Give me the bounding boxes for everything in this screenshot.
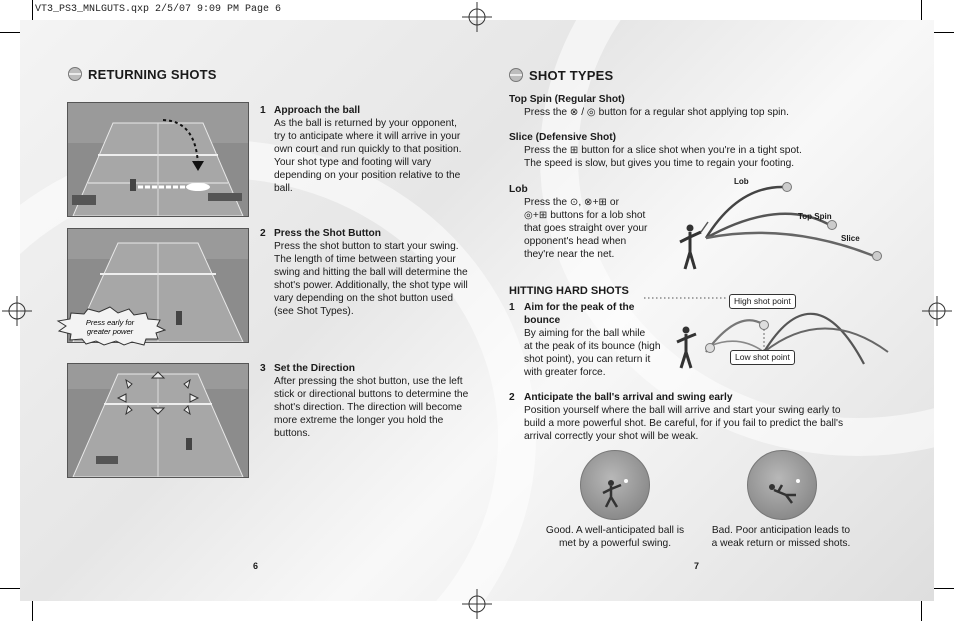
registration-mark (922, 296, 952, 326)
crop-mark (32, 0, 33, 20)
hard-step2-line-2: build a more powerful shot. Be careful, for if you fail to predict the ball's (524, 418, 844, 429)
page-number-right: 7 (694, 561, 700, 571)
screenshot-approach (67, 102, 249, 217)
hard-step2-line-1: Position yourself where the ball will arrive and start your swing early to (524, 405, 841, 416)
step-approach (260, 104, 470, 195)
crop-mark (934, 588, 954, 589)
slice-label: Slice (841, 234, 860, 243)
step-number: 1 (260, 105, 266, 116)
lob-line-1: Press the ⊙, ⊗+⊞ or (524, 197, 619, 208)
crop-mark (921, 0, 922, 20)
hitting-hard-heading: HITTING HARD SHOTS (509, 285, 629, 297)
court-scene (68, 364, 248, 477)
topspin-title: Top Spin (Regular Shot) (509, 94, 625, 105)
step-body: Press the shot button to start your swing. The length of time between starting your swing and hitting the ball will determine the shot's power. Additionally, the shot type will vary depending on the shot button used (see Shot Types). (274, 241, 468, 317)
hard-step1-line-3: shot point), you can return it (524, 354, 651, 365)
good-caption-line-2: met by a powerful swing. (558, 538, 672, 549)
heading-text: RETURNING SHOTS (88, 67, 217, 82)
step-body: As the ball is returned by your opponent, try to anticipate where it will arrive in your own court and run quickly to that position. Your shot type and footing will vary depending on your position relative to the ball. (274, 118, 462, 194)
crop-mark (934, 32, 954, 33)
low-shot-point-label: Low shot point (730, 350, 795, 365)
good-caption (530, 524, 700, 550)
high-point-ball (760, 321, 769, 330)
crop-mark (921, 601, 922, 621)
ball-marker (873, 252, 882, 261)
step-shot-button (260, 227, 470, 318)
burst-line-1: Press early for (85, 318, 135, 327)
step-body: After pressing the shot button, use the left stick or directional buttons to determine the shot's direction. The direction will become more extreme the longer you hold the buttons. (274, 376, 469, 439)
bad-anticipation-photo (747, 450, 817, 520)
lob-line-5: they're near the net. (524, 249, 615, 260)
hard-step2-line-3: arrival correctly your shot will be weak. (524, 431, 699, 442)
hard-step1-line-4: with greater force. (524, 367, 606, 378)
registration-mark (462, 589, 492, 619)
step-title: Press the Shot Button (274, 228, 381, 239)
burst-line-2: greater power (86, 327, 134, 336)
bad-caption (696, 524, 866, 550)
court-scene (68, 103, 248, 216)
registration-mark (462, 2, 492, 32)
player-figure (677, 327, 696, 369)
crop-mark (32, 601, 33, 621)
ball-marker (783, 183, 792, 192)
lob-line-2: ◎+⊞ buttons for a lob shot (524, 210, 646, 221)
step-number: 2 (509, 392, 515, 403)
page-number-left: 6 (253, 561, 259, 571)
player-figure (680, 222, 708, 269)
low-point-ball (706, 344, 715, 353)
hard-step2-title: Anticipate the ball's arrival and swing early (524, 392, 733, 403)
heading-text: SHOT TYPES (529, 68, 614, 83)
returning-shots-heading (68, 67, 217, 82)
lob-label: Lob (734, 177, 749, 186)
shot-types-heading (509, 68, 613, 83)
hard-step1-line-1: By aiming for the ball while (524, 328, 646, 339)
hard-step1-title-b: bounce (524, 315, 561, 326)
good-anticipation-photo (580, 450, 650, 520)
slice-title: Slice (Defensive Shot) (509, 132, 616, 143)
lob-trajectory (706, 187, 784, 238)
lob-title: Lob (509, 184, 528, 195)
slice-line-2: The speed is slow, but gives you time to regain your footing. (524, 158, 795, 169)
good-caption-line-1: Good. A well-anticipated ball is (545, 525, 685, 536)
crop-mark (0, 32, 20, 33)
slice-line-1: Press the ⊞ button for a slice shot when you're in a tight spot. (524, 145, 802, 156)
print-slug: VT3_PS3_MNLGUTS.qxp 2/5/07 9:09 PM Page 6 (35, 4, 282, 15)
lob-line-3: that goes straight over your (524, 223, 648, 234)
crop-mark (0, 588, 20, 589)
press-early-burst (54, 306, 166, 346)
lob-line-4: opponent's head when (524, 236, 627, 247)
registration-mark (2, 296, 32, 326)
ball-marker (828, 221, 837, 230)
hard-step1-line-2: at the peak of its bounce (high (524, 341, 661, 352)
bad-caption-line-1: Bad. Poor anticipation leads to (711, 525, 851, 536)
step-title: Approach the ball (274, 105, 361, 116)
step-number: 2 (260, 228, 266, 239)
step-direction (260, 362, 470, 440)
step-title: Set the Direction (274, 363, 355, 374)
screenshot-direction (67, 363, 249, 478)
tennis-ball-icon (68, 67, 82, 81)
tennis-ball-icon (509, 68, 523, 82)
hard-step1-title-a: Aim for the peak of the (524, 302, 635, 313)
topspin-body: Press the ⊗ / ◎ button for a regular shot applying top spin. (524, 107, 789, 118)
high-shot-point-label: High shot point (729, 294, 796, 309)
bad-caption-line-2: a weak return or missed shots. (711, 538, 851, 549)
step-number: 3 (260, 363, 266, 374)
topspin-label: Top Spin (798, 212, 832, 221)
step-number: 1 (509, 302, 515, 313)
shot-trajectory-diagram (668, 172, 890, 282)
